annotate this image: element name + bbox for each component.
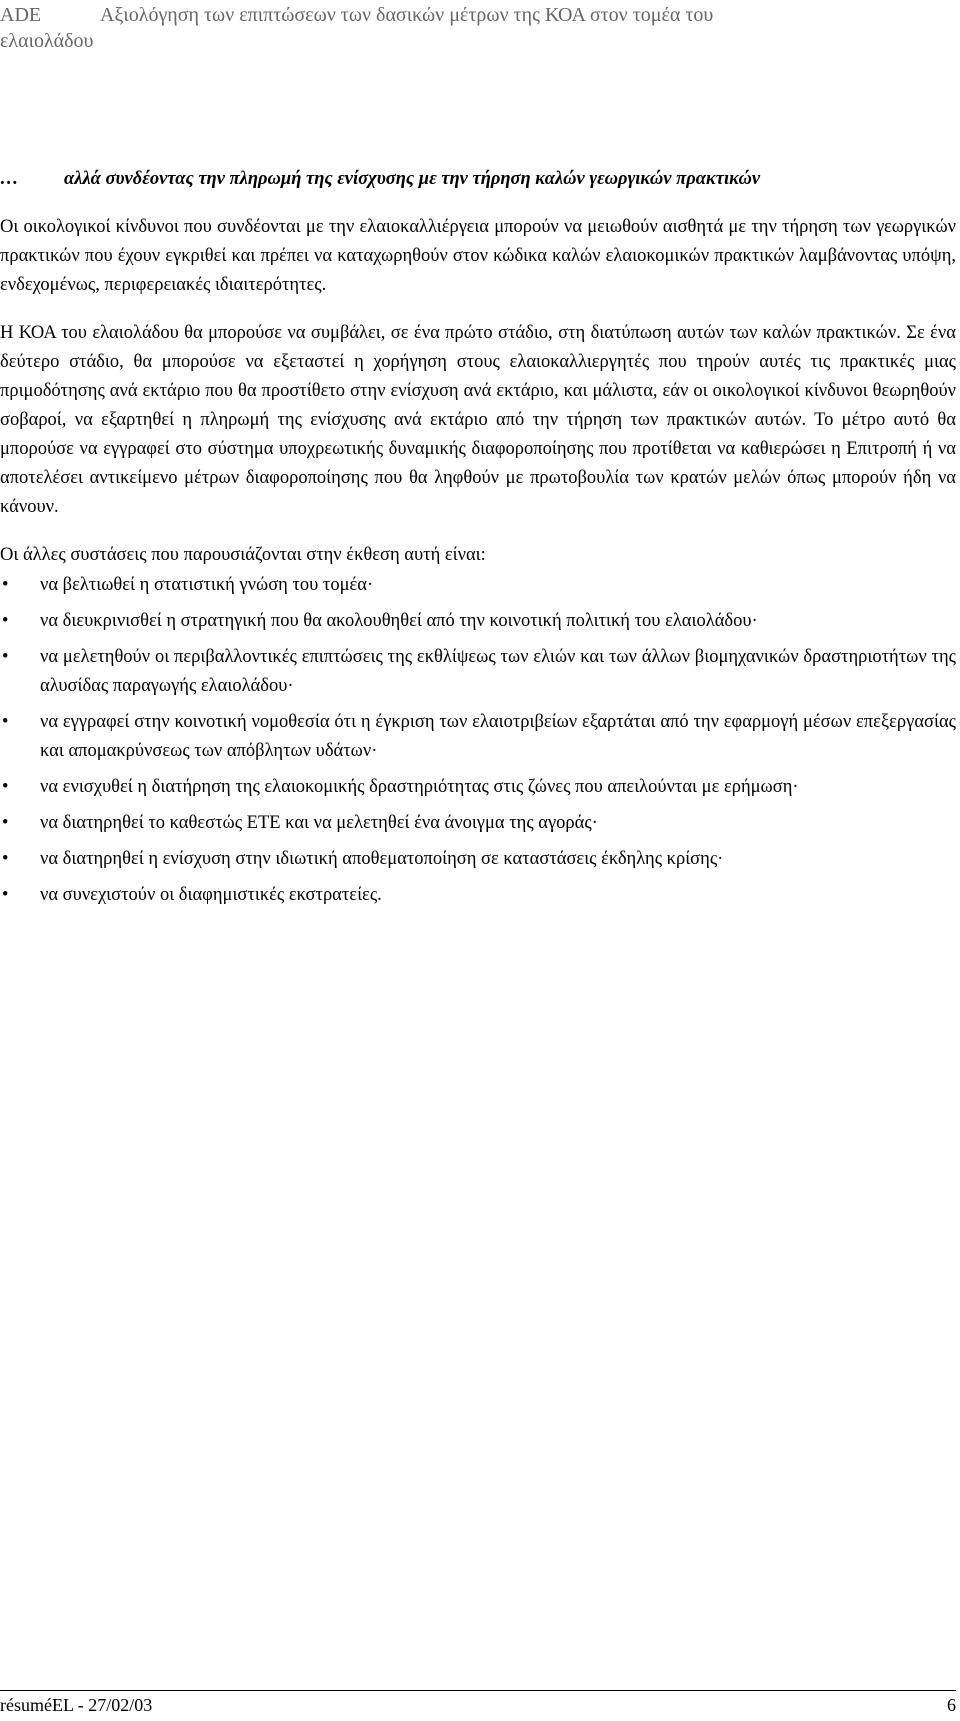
header-title: Αξιολόγηση των επιπτώσεων των δασικών μέτρων της ΚΟΑ στον τομέα του ελαιολάδου <box>0 4 714 52</box>
list-item <box>0 809 956 838</box>
list-item-text: να συνεχιστούν οι διαφημιστικές εκστρατείες. <box>40 885 382 905</box>
bullet-icon: • <box>2 575 9 595</box>
bullet-icon: • <box>2 849 9 869</box>
page-footer <box>0 1690 956 1717</box>
list-item-text: να βελτιωθεί η στατιστική γνώση του τομέα· <box>40 575 374 595</box>
bullet-icon: • <box>2 813 9 833</box>
bullet-icon: • <box>2 611 9 631</box>
list-item-text: να διατηρηθεί η ενίσχυση στην ιδιωτική αποθεματοποίηση σε καταστάσεις έκδηλης κρίσης· <box>40 849 724 869</box>
list-item <box>0 773 956 802</box>
list-item <box>0 607 956 636</box>
heading-ellipsis: … <box>0 169 19 189</box>
list-item <box>0 571 956 600</box>
header-code: ADE <box>0 4 42 26</box>
document-body <box>0 165 956 917</box>
footer-doc-ref: résuméEL - 27/02/03 <box>0 1695 153 1715</box>
list-item <box>0 708 956 766</box>
bullet-icon: • <box>2 885 9 905</box>
recommendations-intro: Οι άλλες συστάσεις που παρουσιάζονται στην έκθεση αυτή είναι: <box>0 545 486 565</box>
list-item-text: να εγγραφεί στην κοινοτική νομοθεσία ότι η έγκριση των ελαιοτριβείων εξαρτάται από την εφαρμογή μέσων επεξεργασίας και απομακρύνσεως των απόβλητων υδάτων· <box>40 712 956 761</box>
page-number: 6 <box>947 1695 956 1715</box>
heading-text: αλλά συνδέοντας την πληρωμή της ενίσχυσης με την τήρηση καλών γεωργικών πρακτικών <box>64 169 761 189</box>
list-item-text: να ενισχυθεί η διατήρηση της ελαιοκομικής δραστηριότητας στις ζώνες που απειλούνται με ερήμωση· <box>40 777 799 797</box>
list-item <box>0 881 956 910</box>
page-header <box>0 2 740 54</box>
section-heading <box>0 165 956 194</box>
bullet-icon: • <box>2 647 9 667</box>
paragraph-koa-contribution: Η ΚΟΑ του ελαιολάδου θα μπορούσε να συμβάλει, σε ένα πρώτο στάδιο, στη διατύπωση αυτών των καλών πρακτικών. Σε ένα δεύτερο στάδιο, θα μπορούσε να εξεταστεί η χορήγηση στους ελαιοκαλλιεργητές που τηρούν αυτές τις πρακτικές μιας πριμοδότησης ανά εκτάριο που θα προστίθετο στην ενίσχυση ανά εκτάριο, και μάλιστα, εάν οι οικολογικοί κίνδυνοι θεωρηθούν σοβαροί, να εξαρτηθεί η πληρωμή της ενίσχυσης ανά εκτάριο από την τήρηση των πρακτικών αυτών. Το μέτρο αυτό θα μπορούσε να εγγραφεί στο σύστημα υποχρεωτικής δυναμικής διαφοροποίησης που προτίθεται να καθιερώσει η Επιτροπή ή να αποτελέσει αντικείμενο μέτρων διαφοροποίησης που θα ληφθούν με πρωτοβουλία των κρατών μελών όπως μπορούν ήδη να κάνουν. <box>0 323 956 517</box>
recommendations-list <box>0 571 956 910</box>
bullet-icon: • <box>2 777 9 797</box>
list-item-text: να διατηρηθεί το καθεστώς ΕΤΕ και να μελετηθεί ένα άνοιγμα της αγοράς· <box>40 813 598 833</box>
list-item-text: να διευκρινισθεί η στρατηγική που θα ακολουθηθεί από την κοινοτική πολιτική του ελαιολάδου· <box>40 611 758 631</box>
list-item <box>0 643 956 701</box>
list-item <box>0 845 956 874</box>
list-item-text: να μελετηθούν οι περιβαλλοντικές επιπτώσεις της εκθλίψεως των ελιών και των άλλων βιομηχανικών δραστηριοτήτων της αλυσίδας παραγωγής ελαιολάδου· <box>40 647 956 696</box>
bullet-icon: • <box>2 712 9 732</box>
paragraph-ecological-risks: Οι οικολογικοί κίνδυνοι που συνδέονται με την ελαιοκαλλιέργεια μπορούν να μειωθούν αισθητά με την τήρηση των γεωργικών πρακτικών που έχουν εγκριθεί και πρέπει να καταχωρηθούν στον κώδικα καλών ελαιοκομικών πρακτικών λαμβάνοντας υπόψη, ενδεχομένως, περιφερειακές ιδιαιτερότητες. <box>0 217 956 295</box>
